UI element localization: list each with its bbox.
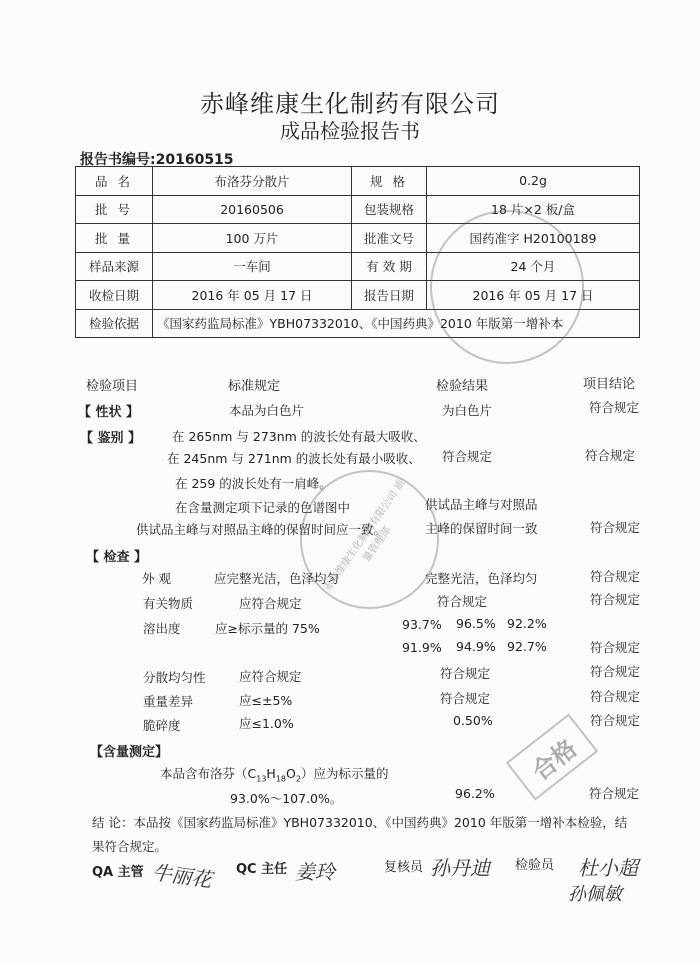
disperse-uniformity-conclusion: 符合规定	[590, 664, 641, 679]
basis-value: 《国家药监局标准》YBH07332010、《中国药典》2010 年版第一增补本	[153, 309, 640, 338]
appearance-conclusion: 符合规定	[590, 569, 641, 584]
identification-result-1: 符合规定	[442, 449, 493, 464]
identification-line-3: 在 259 的波长处有一肩峰。	[175, 476, 332, 491]
identification-conclusion-1: 符合规定	[585, 448, 636, 463]
dissolution-standard: 应≥标示量的 75%	[215, 621, 320, 636]
friability-result: 0.50%	[453, 713, 493, 728]
dissolution-value: 92.2%	[507, 616, 547, 631]
reviewer-signature: 孙丹迪	[430, 856, 490, 880]
weight-variation-standard: 应≤±5%	[239, 693, 293, 708]
report-date-value: 2016 年 05 月 17 日	[427, 281, 640, 310]
identification-line-1: 在 265nm 与 273nm 的波长处有最大吸收、	[172, 429, 426, 444]
assay-section-label: 【含量测定】	[90, 745, 169, 760]
disperse-uniformity-result: 符合规定	[440, 666, 491, 681]
identification-line-4: 在含量测定项下记录的色谱图中	[175, 500, 351, 515]
spec-value: 0.2g	[427, 167, 640, 196]
inspector-label: 检验员	[515, 858, 555, 873]
company-seal-stamp	[430, 210, 584, 364]
friability-standard: 应≤1.0%	[239, 716, 294, 731]
table-row	[76, 195, 640, 224]
approval-label: 批准文号	[352, 224, 427, 253]
reviewer-label: 复核员	[384, 860, 424, 875]
source-label: 样品来源	[76, 252, 153, 281]
traits-result: 为白色片	[442, 403, 493, 418]
appearance-label: 外 观	[142, 571, 171, 586]
related-substances-standard: 应符合规定	[239, 596, 302, 611]
column-header-result: 检验结果	[436, 379, 489, 394]
disperse-uniformity-standard: 应符合规定	[239, 669, 302, 684]
friability-conclusion: 符合规定	[590, 713, 641, 728]
identification-result-2a: 供试品主峰与对照品	[425, 497, 538, 512]
qc-director-label: QC 主任	[236, 862, 288, 877]
conclusion-line-2: 果符合规定。	[92, 839, 168, 854]
assay-range: 93.0%～107.0%。	[230, 791, 343, 806]
table-row	[76, 167, 640, 196]
dissolution-value: 94.9%	[456, 639, 496, 654]
column-header-item: 检验项目	[86, 379, 139, 394]
identification-conclusion-2: 符合规定	[590, 520, 641, 535]
qc-director-signature: 姜玲	[295, 860, 335, 884]
qa-manager-label: QA 主管	[92, 865, 144, 880]
traits-conclusion: 符合规定	[589, 400, 640, 415]
traits-standard: 本品为白色片	[229, 403, 305, 418]
weight-variation-conclusion: 符合规定	[590, 689, 641, 704]
dissolution-value: 96.5%	[456, 616, 496, 631]
report-date-label: 报告日期	[352, 281, 427, 310]
dissolution-value: 93.7%	[402, 617, 442, 632]
source-value: 一车间	[153, 252, 352, 281]
product-name-value: 布洛芬分散片	[153, 167, 352, 196]
dissolution-value: 92.7%	[507, 639, 547, 654]
column-header-conclusion: 项目结论	[583, 377, 636, 392]
formula-element: H	[266, 766, 276, 781]
related-substances-result: 符合规定	[437, 594, 488, 609]
batch-qty-value: 100 万片	[153, 224, 352, 253]
basis-label: 检验依据	[76, 309, 153, 338]
column-header-standard: 标准规定	[228, 379, 281, 394]
quality-dept-seal-stamp	[300, 470, 439, 609]
assay-conclusion: 符合规定	[589, 786, 640, 801]
friability-label: 脆碎度	[143, 718, 181, 733]
report-number-value: 20160515	[155, 152, 234, 168]
related-substances-label: 有关物质	[143, 596, 194, 611]
identification-section-label: 【 鉴别 】	[80, 431, 142, 446]
validity-value: 24 个月	[427, 252, 640, 281]
assay-text-suffix: ）应为标示量的	[300, 766, 389, 781]
formula-subscript: 18	[275, 774, 287, 784]
batch-no-value: 20160506	[153, 195, 352, 224]
received-date-value: 2016 年 05 月 17 日	[153, 281, 352, 310]
company-name: 赤峰维康生化制药有限公司	[200, 90, 500, 118]
assay-requirement	[160, 764, 388, 784]
identification-line-5: 供试品主峰与对照品主峰的保留时间应一致。	[136, 522, 387, 537]
quality-dept-seal-text: 赤峰维康生化制药有限公司 质量管理部	[322, 478, 408, 594]
formula-subscript: 2	[295, 774, 301, 784]
qualified-stamp	[506, 713, 599, 800]
validity-label: 有 效 期	[352, 252, 427, 281]
package-value: 18 片×2 板/盒	[427, 195, 640, 224]
assay-result: 96.2%	[455, 786, 495, 801]
appearance-standard: 应完整光洁，色泽均匀	[214, 571, 340, 586]
inspector-signature-2: 孙佩敏	[568, 884, 622, 905]
examination-section-label: 【 检查 】	[86, 550, 148, 565]
product-name-label: 品 名	[76, 167, 153, 196]
qa-manager-signature: 牛丽花	[150, 859, 214, 893]
formula-subscript: 13	[256, 774, 267, 784]
package-label: 包装规格	[352, 195, 427, 224]
traits-section-label: 【 性状 】	[78, 405, 140, 420]
qualified-stamp-text: 合格	[526, 733, 582, 786]
report-number-label: 报告书编号:	[80, 152, 156, 168]
related-substances-conclusion: 符合规定	[590, 592, 641, 607]
dissolution-value: 91.9%	[402, 640, 442, 655]
spec-label: 规 格	[352, 167, 427, 196]
batch-qty-label: 批 量	[76, 224, 153, 253]
weight-variation-label: 重量差异	[143, 694, 194, 709]
conclusion-line-1: 结 论：本品按《国家药监局标准》YBH07332010、《中国药典》2010 年版第一增补本检验，结	[92, 815, 628, 830]
inspector-signature: 杜小超	[578, 856, 638, 880]
batch-no-label: 批 号	[76, 195, 153, 224]
dissolution-conclusion: 符合规定	[590, 640, 641, 655]
formula-element: O	[286, 766, 296, 781]
appearance-result: 完整光洁，色泽均匀	[425, 571, 538, 586]
identification-line-2: 在 245nm 与 271nm 的波长处有最小吸收、	[167, 451, 421, 466]
weight-variation-result: 符合规定	[440, 691, 491, 706]
disperse-uniformity-label: 分散均匀性	[143, 670, 206, 685]
dissolution-label: 溶出度	[143, 621, 181, 636]
received-date-label: 收检日期	[76, 281, 153, 310]
document-title: 成品检验报告书	[280, 119, 420, 143]
identification-result-2b: 主峰的保留时间一致	[425, 521, 538, 536]
approval-value: 国药准字 H20100189	[427, 224, 640, 253]
assay-text-prefix: 本品含布洛芬（C	[160, 766, 257, 781]
